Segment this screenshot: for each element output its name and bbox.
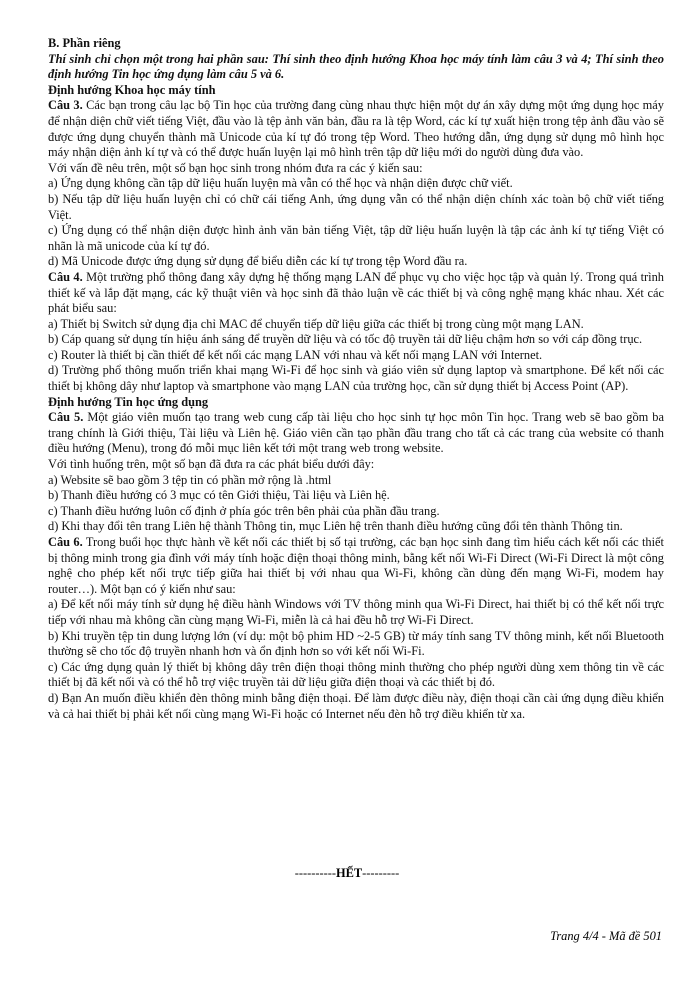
section-title: B. Phần riêng bbox=[48, 36, 121, 50]
question-4-option-d: d) Trường phổ thông muốn triển khai mạng Wi-Fi để học sinh và giáo viên sử dụng laptop và smartphone. Để kết nối các thiết bị không dây như laptop và smartphone vào mạng LAN của trường học, cần sử dụng thiết bị Access Point (AP). bbox=[48, 363, 664, 394]
question-6-option-c: c) Các ứng dụng quản lý thiết bị không dây trên điện thoại thông minh thường cho phép người dùng xem thông tin về các thiết bị đã kết nối và có thể hỗ trợ việc truyền tải dữ liệu giữa điện thoại và các thiết bị đó. bbox=[48, 659, 664, 690]
page-number: Trang 4/4 - Mã đề 501 bbox=[550, 929, 662, 943]
question-6-option-b: b) Khi truyền tệp tin dung lượng lớn (ví dụ: một bộ phim HD ~2-5 GB) từ máy tính sang TV thông minh, kết nối Bluetooth thường sẽ cho tốc độ truyền nhanh hơn và ổn định hơn so với kết nối Wi-Fi. bbox=[48, 628, 664, 659]
question-4-label: Câu 4. bbox=[48, 269, 83, 284]
question-5 bbox=[48, 410, 664, 457]
question-6-label: Câu 6. bbox=[48, 535, 83, 549]
question-3-option-c: c) Ứng dụng có thể nhận diện được hình ảnh văn bản tiếng Việt, tập dữ liệu huấn luyện là tập các ảnh kí tự tiếng Việt có nhãn là mã unicode của kí tự đó. bbox=[48, 223, 664, 253]
question-5-intro: Với tình huống trên, một số bạn đã đưa ra các phát biểu dưới đây: bbox=[48, 457, 375, 472]
question-5-option-d: d) Khi thay đổi tên trang Liên hệ thành Thông tin, mục Liên hệ trên thanh điều hướng cũng đổi tên thành Thông tin. bbox=[48, 519, 623, 534]
question-3 bbox=[48, 98, 664, 160]
question-6-option-d: d) Bạn An muốn điều khiển đèn thông minh bằng điện thoại. Để làm được điều này, điện thoại cần cài ứng dụng điều khiển và cả hai thiết bị phải kết nối cùng mạng Wi-Fi hoặc có Internet nếu đèn hỗ trợ điều khiển từ xa. bbox=[48, 690, 664, 721]
section-instruction: Thí sinh chỉ chọn một trong hai phần sau: Thí sinh theo định hướng Khoa học máy tính làm câu 3 và 4; Thí sinh theo định hướng Tin học ứng dụng làm câu 5 và 6. bbox=[48, 51, 664, 82]
question-3-text: Các bạn trong câu lạc bộ Tin học của trường đang cùng nhau thực hiện một dự án xây dựng một ứng dụng học máy để nhận diện chữ viết tiếng Việt, đầu vào là tệp ảnh văn bản, đầu ra là tệp Word, các kí tự xuất hiện trong tệp ảnh đầu vào sẽ được ứng dụng chuyển thành mã Unicode của kí tự đó trong tệp Word. Theo hướng dẫn, ứng dụng sử dụng mô hình học máy nhận diện ảnh kí tự và có thể được huấn luyện lại mô hình trên tập dữ liệu mới do người dùng đưa vào. bbox=[48, 98, 664, 160]
end-marker-prefix: ---------- bbox=[294, 866, 336, 880]
ai-heading: Định hướng Tin học ứng dụng bbox=[48, 394, 209, 409]
question-4-text: Một trường phổ thông đang xây dựng hệ thống mạng LAN để phục vụ cho việc học tập và quản lý. Trong quá trình thiết kế và lắp đặt mạng, các kỹ thuật viên và học sinh đã thảo luận về các thiết bị và công nghệ mạng khác nhau. Xét các phát biểu sau: bbox=[48, 269, 664, 316]
question-5-option-a: a) Website sẽ bao gồm 3 tệp tin có phần mở rộng là .html bbox=[48, 472, 332, 487]
question-5-text: Một giáo viên muốn tạo trang web cung cấp tài liệu cho học sinh tự học môn Tin học. Trang web sẽ bao gồm ba trang chính là Giới thiệu, Tài liệu và Liên hệ. Giáo viên cần tạo phần đầu trang cho tất cả các trang của website có thanh điều hướng (Menu), trong đó mỗi mục liên kết tới một trang web trong website. bbox=[48, 410, 664, 456]
question-3-label: Câu 3. bbox=[48, 98, 83, 113]
question-6 bbox=[48, 535, 664, 597]
question-5-option-b: b) Thanh điều hướng có 3 mục có tên Giới thiệu, Tài liệu và Liên hệ. bbox=[48, 488, 390, 503]
question-3-option-b: b) Nếu tập dữ liệu huấn luyện chỉ có chữ cái tiếng Anh, ứng dụng vẫn có thể nhận diện chính xác toàn bộ chữ viết tiếng Việt. bbox=[48, 191, 664, 222]
question-3-option-d: d) Mã Unicode được ứng dụng sử dụng để biểu diễn các kí tự trong tệp Word đầu ra. bbox=[48, 254, 468, 269]
end-marker-suffix: --------- bbox=[362, 866, 400, 880]
question-4-option-c: c) Router là thiết bị cần thiết để kết nối các mạng LAN với nhau và kết nối mạng LAN với Internet. bbox=[48, 347, 543, 362]
question-6-option-a: a) Để kết nối máy tính sử dụng hệ điều hành Windows với TV thông minh qua Wi-Fi Direct, hai thiết bị có thể kết nối trực tiếp với nhau mà không cần cùng mạng Wi-Fi, miễn là cả hai đều hỗ trợ Wi-Fi Direct. bbox=[48, 597, 664, 627]
question-5-label: Câu 5. bbox=[48, 410, 84, 425]
question-4 bbox=[48, 270, 664, 317]
question-3-option-a: a) Ứng dụng không cần tập dữ liệu huấn luyện mà vẫn có thể học và nhận diện được chữ viết. bbox=[48, 176, 513, 191]
cs-heading: Định hướng Khoa học máy tính bbox=[48, 82, 216, 97]
end-marker bbox=[0, 866, 694, 881]
question-6-text: Trong buổi học thực hành về kết nối các thiết bị số tại trường, các bạn học sinh đang tìm hiểu cách kết nối các thiết bị thông minh trong gia đình với máy tính hoặc điện thoại thông minh, bằng kết nối Wi-Fi Direct (Wi-Fi Direct là một công nghệ cho phép kết nối trực tiếp giữa hai thiết bị với nhau qua Wi-Fi, không cần dùng đến mạng Wi-Fi, modem hay router…). Một bạn có ý kiến như sau: bbox=[48, 535, 664, 596]
question-4-option-b: b) Cáp quang sử dụng tín hiệu ánh sáng để truyền dữ liệu và có tốc độ truyền tải dữ liệu chậm hơn so với cáp đồng trục. bbox=[48, 332, 643, 347]
question-5-option-c: c) Thanh điều hướng luôn cố định ở phía góc trên bên phải của phần đầu trang. bbox=[48, 503, 440, 518]
exam-page bbox=[48, 36, 664, 722]
end-marker-text: HẾT bbox=[335, 866, 363, 880]
question-4-option-a: a) Thiết bị Switch sử dụng địa chỉ MAC để chuyển tiếp dữ liệu giữa các thiết bị trong cùng một mạng LAN. bbox=[48, 316, 584, 331]
question-3-intro: Với vấn đề nêu trên, một số bạn học sinh trong nhóm đưa ra các ý kiến sau: bbox=[48, 160, 423, 175]
